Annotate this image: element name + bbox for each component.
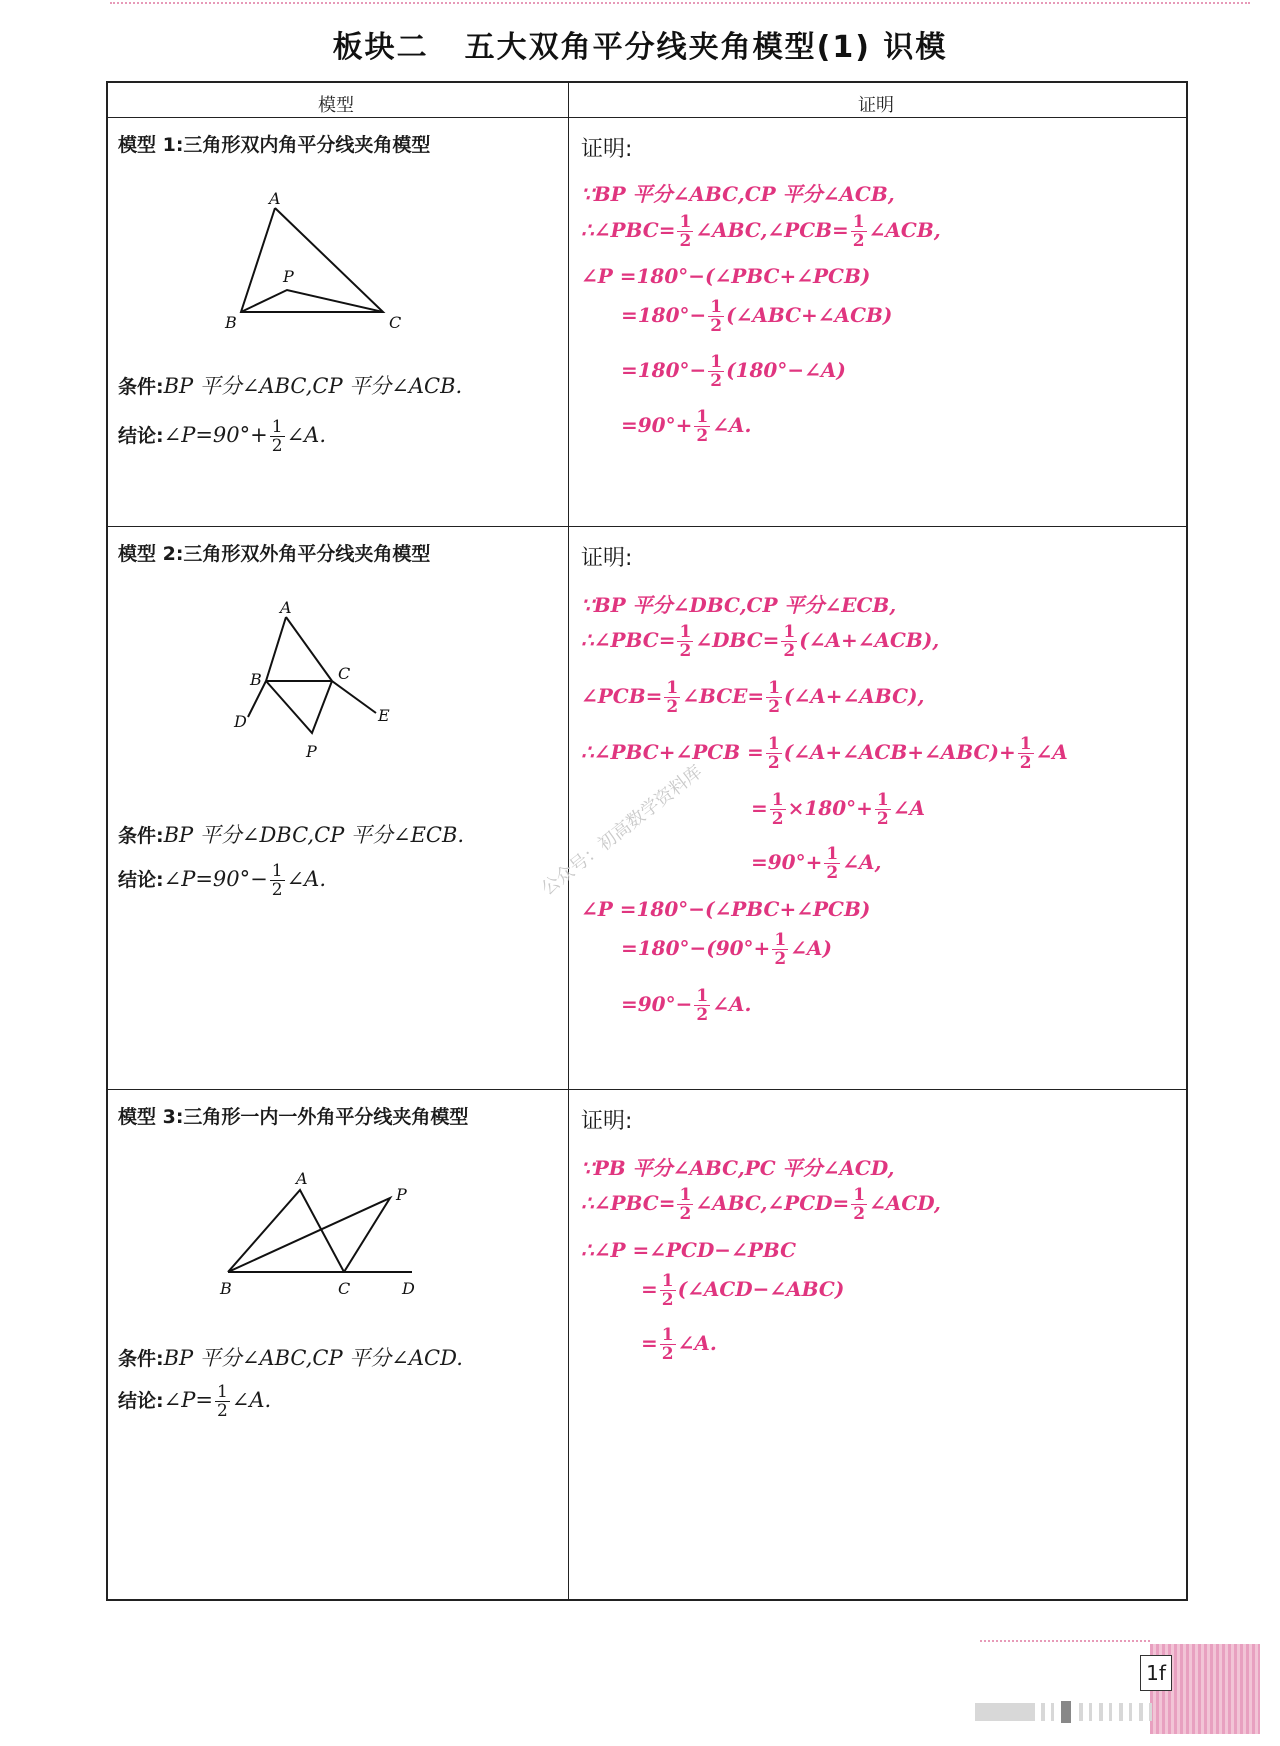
fraction-num: 1 bbox=[679, 1185, 692, 1205]
fraction-num: 1 bbox=[852, 212, 865, 232]
proof-text: (∠ACD−∠ABC) bbox=[677, 1277, 845, 1301]
model-3-conclusion bbox=[118, 1383, 271, 1420]
model-1-condition bbox=[118, 370, 462, 400]
proof-text: =180°− bbox=[621, 303, 707, 327]
fraction-den: 2 bbox=[661, 1344, 674, 1364]
point-label: A bbox=[269, 189, 281, 208]
fraction-num: 1 bbox=[666, 678, 679, 698]
proof-text: = bbox=[641, 1331, 658, 1355]
fraction-den: 2 bbox=[679, 641, 692, 661]
proof-text: = bbox=[751, 796, 768, 820]
fraction-num: 1 bbox=[661, 1325, 674, 1345]
fraction-num: 1 bbox=[696, 986, 709, 1006]
condition-label: 条件: bbox=[118, 376, 164, 398]
model-3-figure bbox=[208, 1160, 468, 1300]
model-1-figure bbox=[223, 188, 453, 338]
proof-text: ∠A. bbox=[712, 992, 752, 1016]
proof-3-cell bbox=[569, 1090, 1189, 1601]
point-label: P bbox=[306, 742, 317, 761]
model-2-figure bbox=[228, 597, 438, 777]
fraction bbox=[664, 679, 680, 716]
fraction bbox=[270, 862, 285, 899]
fraction-den: 2 bbox=[271, 880, 283, 900]
fraction bbox=[851, 213, 867, 250]
page-title-topic: 五大双角平分线夹角模型(1) 识模 bbox=[464, 30, 948, 65]
fraction-num: 1 bbox=[216, 1382, 228, 1402]
proof-1-line-1: ∵BP 平分∠ABC,CP 平分∠ACB, bbox=[581, 182, 895, 206]
proof-text: =180°− bbox=[621, 358, 707, 382]
fraction-den: 2 bbox=[696, 426, 709, 446]
proof-text: ∠A bbox=[1035, 740, 1068, 764]
condition-text: BP 平分∠ABC,CP 平分∠ACD. bbox=[163, 1346, 463, 1370]
proof-text: ∠DBC= bbox=[695, 628, 780, 652]
top-dotted-rule bbox=[110, 2, 1250, 4]
fraction bbox=[851, 1186, 867, 1223]
fraction-den: 2 bbox=[710, 371, 723, 391]
fraction-den: 2 bbox=[774, 949, 787, 969]
conclusion-label: 结论: bbox=[118, 1390, 164, 1412]
fraction bbox=[708, 353, 724, 390]
conclusion-label: 结论: bbox=[118, 425, 164, 447]
fraction-den: 2 bbox=[876, 809, 889, 829]
model-2-condition bbox=[118, 819, 464, 849]
fraction-num: 1 bbox=[661, 1271, 674, 1291]
page-title-section: 板块二 bbox=[332, 30, 429, 65]
fraction bbox=[694, 987, 710, 1024]
fraction-num: 1 bbox=[696, 407, 709, 427]
fraction bbox=[766, 735, 782, 772]
model-2-cell bbox=[108, 527, 568, 1089]
proof-3-line-3: ∴∠P =∠PCD−∠PBC bbox=[581, 1238, 797, 1262]
proof-text: ∠PCB= bbox=[581, 684, 663, 708]
header-proof: 证明 bbox=[858, 95, 894, 116]
proof-text: ∠ABC,∠PCB= bbox=[695, 218, 849, 242]
fraction-den: 2 bbox=[853, 1204, 866, 1224]
fraction-num: 1 bbox=[679, 622, 692, 642]
model-3-cell bbox=[108, 1090, 568, 1601]
fraction bbox=[1018, 735, 1034, 772]
model-2-conclusion bbox=[118, 862, 326, 899]
proof-text: (∠A+∠ABC), bbox=[784, 684, 925, 708]
watermark: 公众号：初高数学资料库 bbox=[537, 761, 707, 900]
point-label: D bbox=[234, 712, 247, 731]
conclusion-end: ∠A. bbox=[231, 1388, 272, 1412]
fraction-num: 1 bbox=[710, 297, 723, 317]
fraction bbox=[677, 213, 693, 250]
fraction-num: 1 bbox=[876, 790, 889, 810]
fraction-den: 2 bbox=[710, 316, 723, 336]
fraction-den: 2 bbox=[271, 436, 283, 456]
fraction-den: 2 bbox=[661, 1290, 674, 1310]
proof-2-line-7: ∠P =180°−(∠PBC+∠PCB) bbox=[581, 897, 871, 921]
proof-text: ∠A) bbox=[790, 936, 832, 960]
condition-label: 条件: bbox=[118, 825, 164, 847]
proof-3-line-5 bbox=[641, 1326, 717, 1363]
point-label: E bbox=[378, 706, 390, 725]
conclusion-text: ∠P=90°− bbox=[163, 867, 268, 891]
model-1-cell bbox=[108, 118, 568, 526]
header-model: 模型 bbox=[318, 95, 354, 116]
model-3-condition bbox=[118, 1342, 463, 1372]
condition-text: BP 平分∠DBC,CP 平分∠ECB. bbox=[163, 823, 465, 847]
proof-3-line-4 bbox=[641, 1272, 844, 1309]
point-label: C bbox=[338, 1279, 351, 1298]
conclusion-end: ∠A. bbox=[286, 423, 327, 447]
proof-1-line-3: ∠P =180°−(∠PBC+∠PCB) bbox=[581, 264, 871, 288]
fraction-den: 2 bbox=[216, 1401, 228, 1421]
fraction bbox=[677, 1186, 693, 1223]
proof-text: ∴∠PBC= bbox=[581, 1191, 676, 1215]
point-label: P bbox=[396, 1185, 407, 1204]
proof-text: (180°−∠A) bbox=[726, 358, 846, 382]
fraction-den: 2 bbox=[852, 231, 865, 251]
page-number: 1f bbox=[1140, 1655, 1172, 1691]
fraction-den: 2 bbox=[666, 697, 679, 717]
proof-text: ∠A bbox=[892, 796, 925, 820]
proof-text: ∠A. bbox=[677, 1331, 717, 1355]
fraction bbox=[660, 1272, 676, 1309]
fraction-den: 2 bbox=[783, 641, 796, 661]
fraction bbox=[781, 623, 797, 660]
proof-3-line-2 bbox=[581, 1186, 941, 1223]
proof-text: (∠ABC+∠ACB) bbox=[726, 303, 893, 327]
fraction-den: 2 bbox=[696, 1005, 709, 1025]
proof-text: ∠A. bbox=[712, 413, 752, 437]
point-label: D bbox=[402, 1279, 415, 1298]
condition-text: BP 平分∠ABC,CP 平分∠ACB. bbox=[163, 374, 463, 398]
conclusion-label: 结论: bbox=[118, 869, 164, 891]
fraction-num: 1 bbox=[853, 1185, 866, 1205]
proof-2-line-6 bbox=[751, 845, 881, 882]
models-table bbox=[106, 81, 1188, 1601]
fraction bbox=[770, 791, 786, 828]
fraction-num: 1 bbox=[679, 212, 692, 232]
proof-2-line-4 bbox=[581, 735, 1068, 772]
point-label: A bbox=[296, 1169, 308, 1188]
proof-2-line-1: ∵BP 平分∠DBC,CP 平分∠ECB, bbox=[581, 593, 897, 617]
point-label: C bbox=[338, 664, 351, 683]
proof-1-line-6 bbox=[621, 408, 751, 445]
proof-1-cell bbox=[569, 118, 1189, 526]
fraction bbox=[270, 418, 285, 455]
fraction-num: 1 bbox=[768, 678, 781, 698]
proof-2-line-2 bbox=[581, 623, 939, 660]
fraction-den: 2 bbox=[679, 231, 692, 251]
proof-text: = bbox=[641, 1277, 658, 1301]
fraction bbox=[694, 408, 710, 445]
point-label: C bbox=[389, 313, 402, 332]
fraction-num: 1 bbox=[783, 622, 796, 642]
proof-1-line-5 bbox=[621, 353, 846, 390]
proof-text: =90°− bbox=[621, 992, 693, 1016]
proof-text: ×180°+ bbox=[787, 796, 873, 820]
proof-2-line-9 bbox=[621, 987, 751, 1024]
fraction-num: 1 bbox=[826, 844, 839, 864]
proof-text: ∠BCE= bbox=[682, 684, 765, 708]
footer-bar-decoration bbox=[975, 1695, 1195, 1731]
proof-text: =180°−(90°+ bbox=[621, 936, 771, 960]
proof-text: ∠ACD, bbox=[869, 1191, 941, 1215]
fraction bbox=[708, 298, 724, 335]
proof-2-line-3 bbox=[581, 679, 924, 716]
model-3-title: 模型 3:三角形一内一外角平分线夹角模型 bbox=[118, 1106, 469, 1128]
fraction-den: 2 bbox=[771, 809, 784, 829]
proof-text: ∴∠PBC= bbox=[581, 218, 676, 242]
fraction bbox=[766, 679, 782, 716]
proof-text: ∴∠PBC+∠PCB = bbox=[581, 740, 764, 764]
fraction bbox=[772, 931, 788, 968]
proof-1-line-4 bbox=[621, 298, 892, 335]
fraction-num: 1 bbox=[710, 352, 723, 372]
point-label: B bbox=[250, 670, 262, 689]
model-1-title: 模型 1:三角形双内角平分线夹角模型 bbox=[118, 134, 431, 156]
proof-text: ∠ABC,∠PCD= bbox=[695, 1191, 850, 1215]
fraction-num: 1 bbox=[771, 790, 784, 810]
conclusion-text: ∠P= bbox=[163, 1388, 213, 1412]
fraction-den: 2 bbox=[1019, 753, 1032, 773]
proof-text: (∠A+∠ACB), bbox=[799, 628, 940, 652]
proof-3-title: 证明: bbox=[581, 1109, 633, 1134]
proof-text: (∠A+∠ACB+∠ABC)+ bbox=[783, 740, 1016, 764]
proof-2-title: 证明: bbox=[581, 546, 633, 571]
fraction bbox=[215, 1383, 230, 1420]
proof-text: ∠A, bbox=[842, 850, 882, 874]
point-label: B bbox=[220, 1279, 232, 1298]
proof-text: =90°+ bbox=[621, 413, 693, 437]
point-label: P bbox=[283, 267, 294, 286]
point-label: A bbox=[280, 598, 292, 617]
fraction-den: 2 bbox=[826, 863, 839, 883]
footer-dotted-rule bbox=[980, 1640, 1150, 1642]
conclusion-end: ∠A. bbox=[286, 867, 327, 891]
fraction-den: 2 bbox=[767, 753, 780, 773]
proof-2-line-5 bbox=[751, 791, 925, 828]
fraction bbox=[660, 1326, 676, 1363]
fraction-num: 1 bbox=[1019, 734, 1032, 754]
fraction-den: 2 bbox=[768, 697, 781, 717]
conclusion-text: ∠P=90°+ bbox=[163, 423, 268, 447]
point-label: B bbox=[225, 313, 237, 332]
fraction-den: 2 bbox=[679, 1204, 692, 1224]
fraction-num: 1 bbox=[271, 861, 283, 881]
proof-text: ∠ACB, bbox=[868, 218, 941, 242]
proof-text: =90°+ bbox=[751, 850, 823, 874]
model-1-conclusion bbox=[118, 418, 326, 455]
proof-1-line-2 bbox=[581, 213, 941, 250]
page-title bbox=[0, 22, 1280, 66]
proof-text: ∴∠PBC= bbox=[581, 628, 676, 652]
model-2-title: 模型 2:三角形双外角平分线夹角模型 bbox=[118, 543, 431, 565]
proof-3-line-1: ∵PB 平分∠ABC,PC 平分∠ACD, bbox=[581, 1156, 895, 1180]
condition-label: 条件: bbox=[118, 1348, 164, 1370]
fraction-num: 1 bbox=[774, 930, 787, 950]
proof-2-line-8 bbox=[621, 931, 832, 968]
fraction-num: 1 bbox=[767, 734, 780, 754]
fraction bbox=[824, 845, 840, 882]
fraction bbox=[875, 791, 891, 828]
fraction-num: 1 bbox=[271, 417, 283, 437]
proof-1-title: 证明: bbox=[581, 137, 633, 162]
fraction bbox=[677, 623, 693, 660]
